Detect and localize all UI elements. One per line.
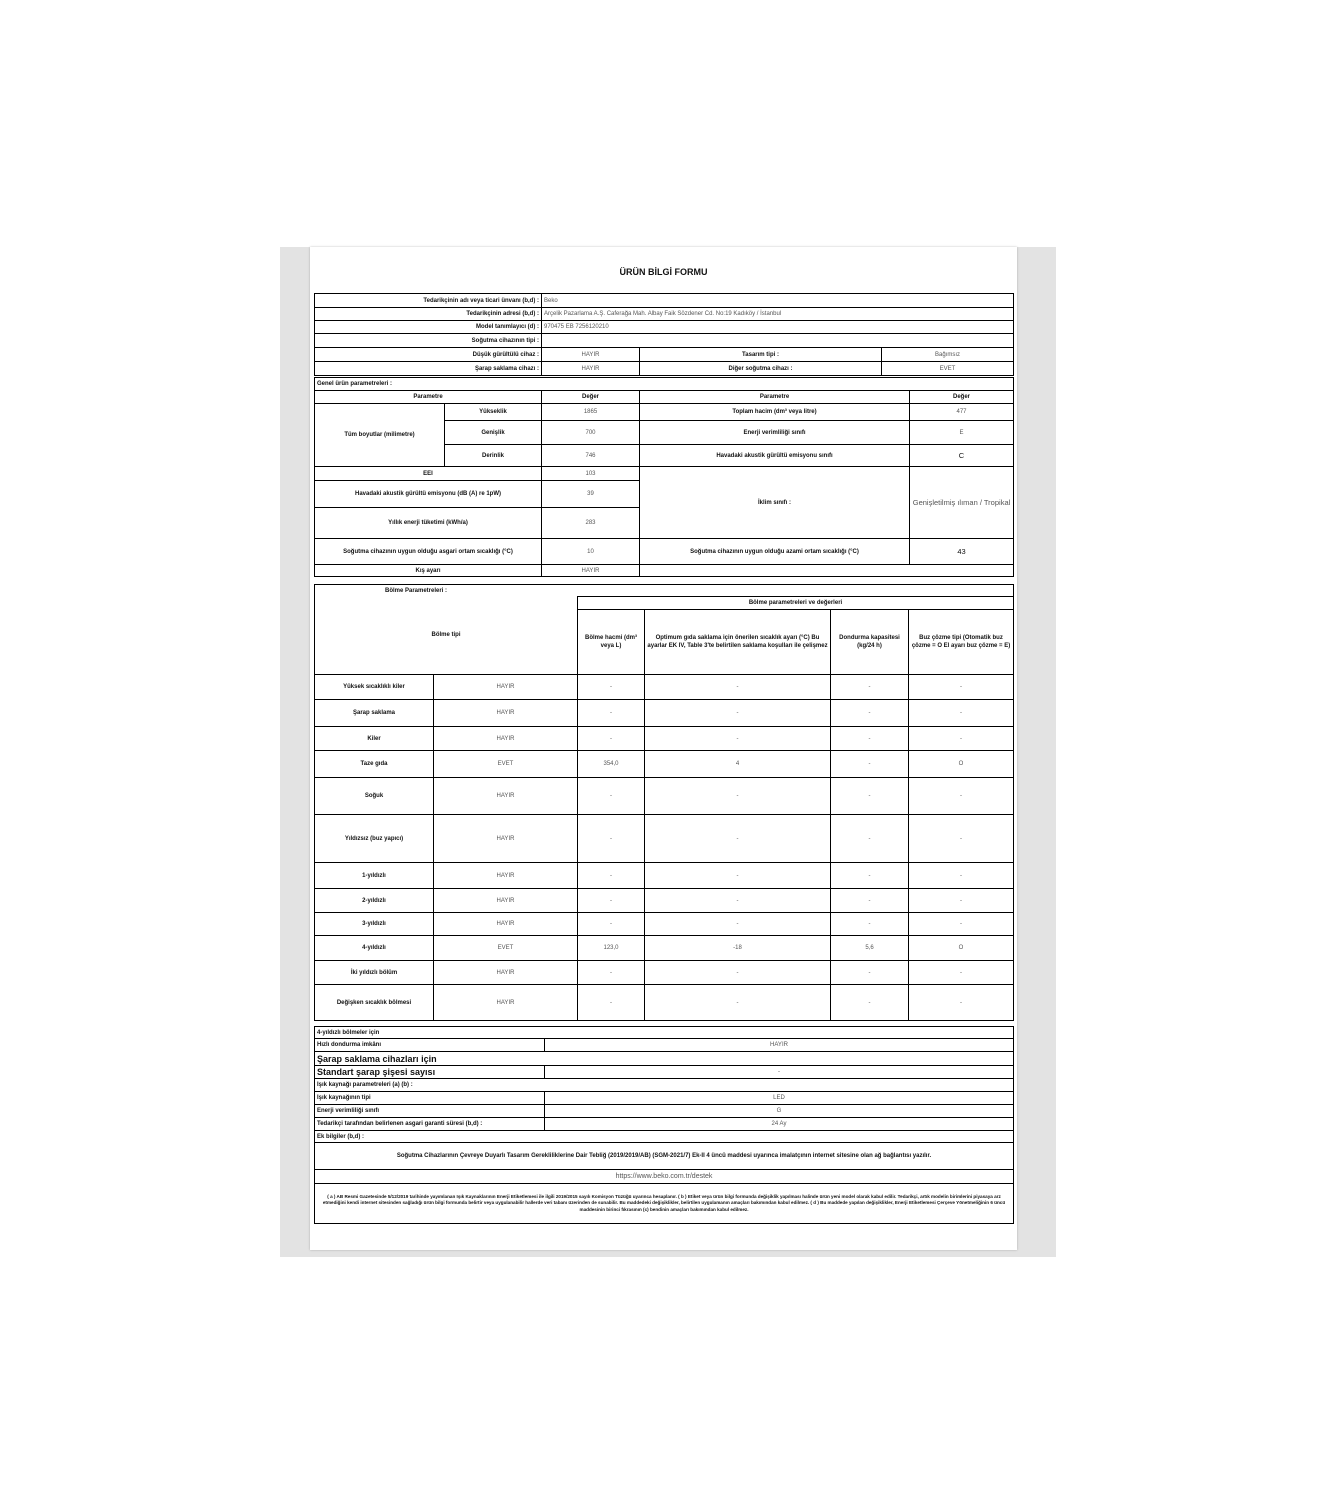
std-bottles-label: Standart şarap şişesi sayısı [315, 1066, 545, 1079]
width-value: 700 [542, 421, 640, 445]
noise-db-value: 39 [542, 481, 640, 508]
four-star-label: 4-yıldızlı bölmeler için [315, 1027, 1014, 1039]
extra-label: Ek bilgiler (b,d) : [315, 1131, 1014, 1143]
noise-class-value: C [910, 445, 1014, 467]
compartment-freeze: - [831, 727, 909, 751]
light-energy-value: G [545, 1105, 1014, 1118]
compartment-present: HAYIR [434, 961, 578, 985]
compartment-freeze: - [831, 751, 909, 778]
compartment-present: HAYIR [434, 675, 578, 700]
compartment-temp: 4 [645, 751, 831, 778]
cooling-type-value [542, 334, 1014, 348]
footer-table [314, 1026, 1014, 1224]
compartment-freeze: - [831, 863, 909, 889]
compartment-temp: - [645, 778, 831, 815]
compartment-name: Değişken sıcaklık bölmesi [315, 985, 434, 1021]
annual-energy-value: 283 [542, 508, 640, 539]
supplier-name: Beko [542, 294, 1014, 308]
climate-label: İklim sınıfı : [640, 467, 910, 539]
compartment-present: HAYIR [434, 727, 578, 751]
compartment-row [315, 889, 1014, 913]
compartment-defrost: - [909, 913, 1014, 936]
compartment-freeze: - [831, 985, 909, 1021]
compartment-name: Soğuk [315, 778, 434, 815]
wine-devices-label: Şarap saklama cihazları için [315, 1052, 1014, 1066]
compartment-group-header: Bölme parametreleri ve değerleri [578, 597, 1014, 610]
compartment-name: Kiler [315, 727, 434, 751]
value-header-right: Değer [910, 391, 1014, 404]
light-type-value: LED [545, 1092, 1014, 1105]
depth-label: Derinlik [445, 445, 542, 467]
param-header-right: Parametre [640, 391, 910, 404]
footnotes: ( a ) AB Resmi Gazetesinde 5/12/2019 tarihinde yayımlanan Işık Kaynaklarının Enerji Etiketlemesi ile ilgili 2019/2015 sayılı Komisyon Tüzüğü uyarınca hesaplanır. ( b ) Etiket veya ürün bilgi formunda değişiklik yapılması halinde ürün yeni model olarak kabul edilir. Tedarikçi, artık modelin birimlerini piyasaya arz etmediğini kendi internet sitesinden sağladığı ürün bilgi formunda belirtir veya uygulanabilir hallerde veri tabanı üzerinden de sunabilir. Bu maddedeki değişiklikler, belirtilen uygulamanın amaçları bakımından kabul edilmez. ( d ) Bu maddede yapılan değişiklikler, Enerji Etiketlemesi Çerçeve Yönetmeliğinin 6 üncü maddesinin birinci fıkrasının (c) bendinin amaçları bakımından kabul edilmez. [315, 1184, 1014, 1224]
fast-freeze-label: Hızlı dondurma imkânı [315, 1039, 545, 1052]
compartment-defrost: - [909, 675, 1014, 700]
compartment-present: HAYIR [434, 700, 578, 727]
compartment-present: HAYIR [434, 778, 578, 815]
compartment-row [315, 700, 1014, 727]
compartment-defrost: - [909, 700, 1014, 727]
low-noise-label: Düşük gürültülü cihaz : [315, 348, 542, 362]
compartment-freeze: 5,6 [831, 936, 909, 961]
compartment-defrost: - [909, 815, 1014, 863]
winter-value: HAYIR [542, 565, 640, 577]
compartment-row [315, 936, 1014, 961]
compartment-name: Şarap saklama [315, 700, 434, 727]
compartment-name: Yıldızsız (buz yapıcı) [315, 815, 434, 863]
compartment-temp: - [645, 675, 831, 700]
compartment-defrost: - [909, 863, 1014, 889]
compartment-freeze: - [831, 815, 909, 863]
dimensions-label: Tüm boyutlar (milimetre) [315, 404, 445, 467]
wine-storage-value: HAYIR [542, 362, 640, 376]
width-label: Genişlik [445, 421, 542, 445]
document-sheet [310, 247, 1017, 1250]
min-temp-label: Soğutma cihazının uygun olduğu asgari ortam sıcaklığı (°C) [315, 539, 542, 565]
volume-header: Bölme hacmi (dm³ veya L) [578, 610, 645, 675]
compartment-present: HAYIR [434, 913, 578, 936]
compartment-volume: - [578, 913, 645, 936]
model-value: 970475 EB 7256120210 [542, 321, 1014, 334]
compartments-section-label: Bölme Parametreleri : [315, 585, 1014, 597]
compartment-freeze: - [831, 913, 909, 936]
freeze-header: Dondurma kapasitesi (kg/24 h) [831, 610, 909, 675]
compartment-volume: 123,0 [578, 936, 645, 961]
general-section-label: Genel ürün parametreleri : [315, 378, 1014, 391]
compartment-volume: - [578, 889, 645, 913]
compartment-volume: - [578, 863, 645, 889]
other-cooling-value: EVET [882, 362, 1014, 376]
winter-label: Kış ayarı [315, 565, 542, 577]
eei-value: 103 [542, 467, 640, 481]
param-header-left: Parametre [315, 391, 542, 404]
compartment-volume: - [578, 778, 645, 815]
max-temp-label: Soğutma cihazının uygun olduğu azami ortam sıcaklığı (°C) [640, 539, 910, 565]
compartment-volume: - [578, 985, 645, 1021]
supplier-address-label: Tedarikçinin adresi (b,d) : [315, 308, 542, 321]
compartment-row [315, 815, 1014, 863]
compartment-present: EVET [434, 936, 578, 961]
support-url[interactable]: https://www.beko.com.tr/destek [315, 1170, 1014, 1184]
compartment-defrost: O [909, 936, 1014, 961]
compartments-table [314, 584, 1014, 1021]
compartment-temp: - [645, 700, 831, 727]
supplier-table [314, 293, 1014, 376]
other-cooling-label: Diğer soğutma cihazı : [640, 362, 882, 376]
form-title: ÜRÜN BİLGİ FORMU [619, 267, 708, 277]
compartment-volume: - [578, 675, 645, 700]
design-type-label: Tasarım tipi : [640, 348, 882, 362]
value-header-left: Değer [542, 391, 640, 404]
light-energy-label: Enerji verimliliği sınıfı [315, 1105, 545, 1118]
compartment-name: 1-yıldızlı [315, 863, 434, 889]
extra-text: Soğutma Cihazlarının Çevreye Duyarlı Tasarım Gerekliliklerine Dair Tebliğ (2019/2019/AB) (SGM-2021/7) Ek-II 4 üncü maddesi uyarınca imalatçının internet sitesine olan ağ bağlantısı yazılır. [315, 1143, 1014, 1170]
max-temp-value: 43 [910, 539, 1014, 565]
compartment-defrost: - [909, 727, 1014, 751]
compartment-temp: - [645, 863, 831, 889]
light-params-label: Işık kaynağı parametreleri (a) (b) : [315, 1079, 1014, 1092]
low-noise-value: HAYIR [542, 348, 640, 362]
compartment-rows [315, 675, 1014, 1021]
warranty-label: Tedarikçi tarafından belirlenen asgari garanti süresi (b,d) : [315, 1118, 545, 1131]
design-type-value: Bağımsız [882, 348, 1014, 362]
compartment-name: Yüksek sıcaklıklı kiler [315, 675, 434, 700]
annual-energy-label: Yıllık enerji tüketimi (kWh/a) [315, 508, 542, 539]
compartment-temp: - [645, 889, 831, 913]
compartment-volume: - [578, 700, 645, 727]
compartment-defrost: - [909, 985, 1014, 1021]
light-type-label: Işık kaynağının tipi [315, 1092, 545, 1105]
compartment-name: 4-yıldızlı [315, 936, 434, 961]
compartment-row [315, 913, 1014, 936]
compartment-temp: -18 [645, 936, 831, 961]
wine-storage-label: Şarap saklama cihazı : [315, 362, 542, 376]
compartment-freeze: - [831, 778, 909, 815]
compartment-temp: - [645, 727, 831, 751]
compartment-freeze: - [831, 675, 909, 700]
compartment-volume: - [578, 815, 645, 863]
energy-class-value: E [910, 421, 1014, 445]
supplier-address: Arçelik Pazarlama A.Ş. Caferağa Mah. Albay Faik Sözdener Cd. No:19 Kadıköy / İstanbul [542, 308, 1014, 321]
compartment-temp: - [645, 961, 831, 985]
supplier-name-label: Tedarikçinin adı veya ticari ünvanı (b,d) : [315, 294, 542, 308]
temp-header: Optimum gıda saklama için önerilen sıcaklık ayarı (°C) Bu ayarlar EK IV, Table 3'te belirtilen saklama koşulları ile çelişmez [645, 610, 831, 675]
std-bottles-value: - [545, 1066, 1014, 1079]
climate-value: Genişletilmiş ılıman / Tropikal [910, 467, 1014, 539]
compartment-present: HAYIR [434, 815, 578, 863]
compartment-defrost: O [909, 751, 1014, 778]
winter-empty [640, 565, 1014, 577]
compartment-type-header: Bölme tipi [315, 597, 578, 675]
compartment-temp: - [645, 913, 831, 936]
compartment-defrost: - [909, 778, 1014, 815]
compartment-row [315, 675, 1014, 700]
compartment-row [315, 778, 1014, 815]
compartment-row [315, 961, 1014, 985]
compartment-name: İki yıldızlı bölüm [315, 961, 434, 985]
compartment-present: EVET [434, 751, 578, 778]
energy-class-label: Enerji verimliliği sınıfı [640, 421, 910, 445]
noise-db-label: Havadaki akustik gürültü emisyonu (dB (A) re 1pW) [315, 481, 542, 508]
min-temp-value: 10 [542, 539, 640, 565]
compartment-defrost: - [909, 961, 1014, 985]
compartment-name: 3-yıldızlı [315, 913, 434, 936]
height-value: 1865 [542, 404, 640, 421]
total-volume-value: 477 [910, 404, 1014, 421]
compartment-name: Taze gıda [315, 751, 434, 778]
defrost-header: Buz çözme tipi (Otomatik buz çözme = O El ayarı buz çözme = E) [909, 610, 1014, 675]
compartment-defrost: - [909, 889, 1014, 913]
cooling-type-label: Soğutma cihazının tipi : [315, 334, 542, 348]
warranty-value: 24 Ay [545, 1118, 1014, 1131]
compartment-temp: - [645, 985, 831, 1021]
compartment-present: HAYIR [434, 863, 578, 889]
model-label: Model tanımlayıcı (d) : [315, 321, 542, 334]
general-params-table [314, 377, 1014, 577]
total-volume-label: Toplam hacim (dm³ veya litre) [640, 404, 910, 421]
compartment-volume: - [578, 727, 645, 751]
compartment-name: 2-yıldızlı [315, 889, 434, 913]
compartment-present: HAYIR [434, 889, 578, 913]
fast-freeze-value: HAYIR [545, 1039, 1014, 1052]
compartment-row [315, 863, 1014, 889]
compartment-row [315, 727, 1014, 751]
depth-value: 746 [542, 445, 640, 467]
compartment-temp: - [645, 815, 831, 863]
height-label: Yükseklik [445, 404, 542, 421]
noise-class-label: Havadaki akustik gürültü emisyonu sınıfı [640, 445, 910, 467]
eei-label: EEI [315, 467, 542, 481]
compartment-row [315, 985, 1014, 1021]
compartment-volume: 354,0 [578, 751, 645, 778]
compartment-volume: - [578, 961, 645, 985]
compartment-freeze: - [831, 700, 909, 727]
compartment-freeze: - [831, 961, 909, 985]
compartment-present: HAYIR [434, 985, 578, 1021]
compartment-freeze: - [831, 889, 909, 913]
compartment-row [315, 751, 1014, 778]
